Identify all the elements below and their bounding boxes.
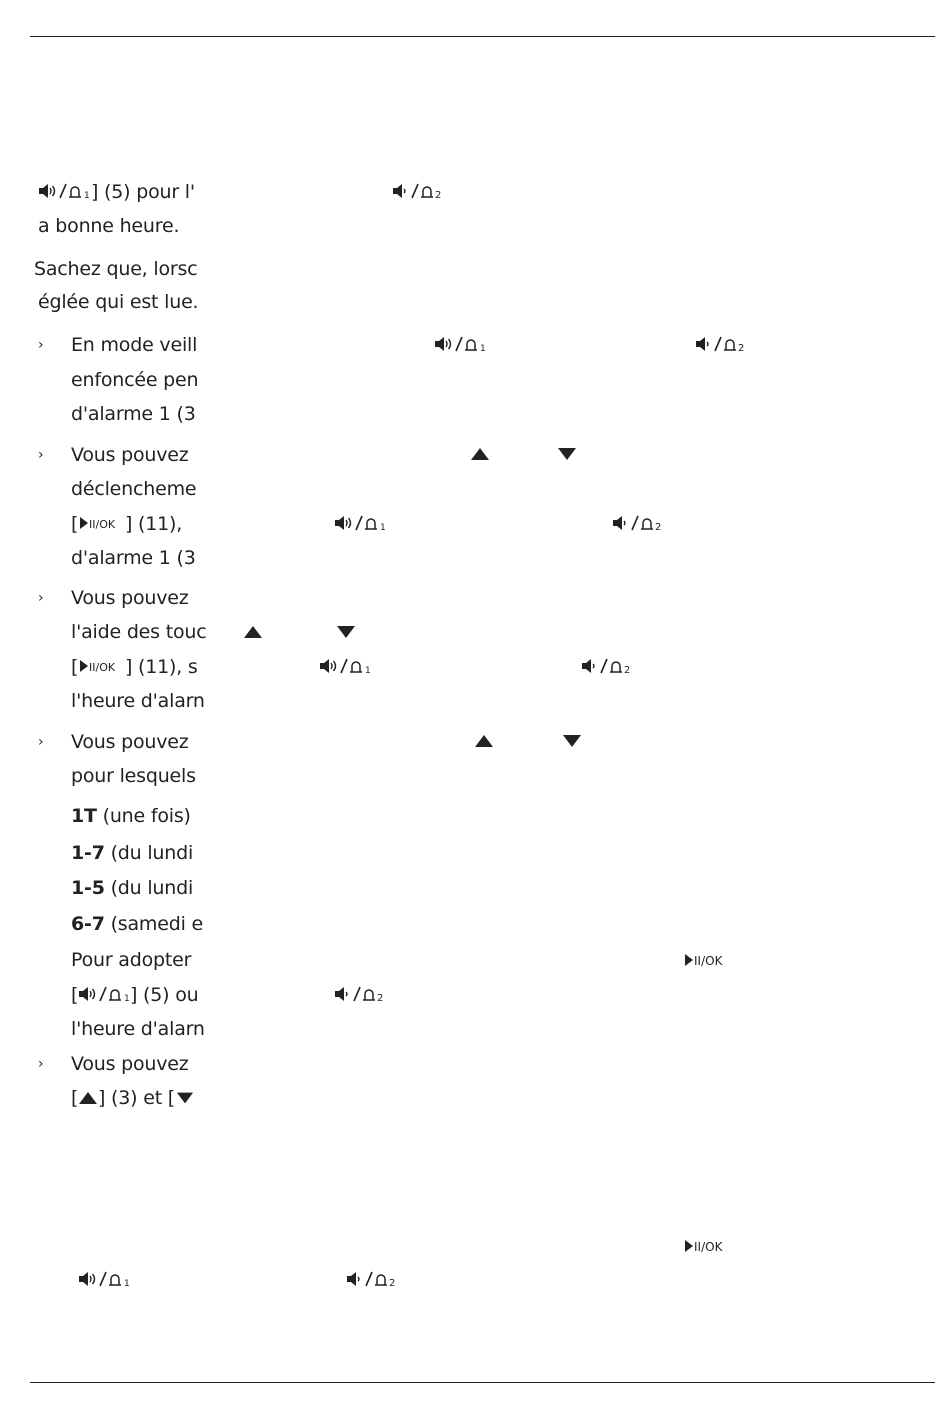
svg-text:II/OK: II/OK — [89, 661, 116, 674]
arrow-up-icon — [470, 444, 490, 464]
svg-text:2: 2 — [377, 993, 384, 1004]
option-key: 1-5 — [71, 877, 105, 899]
bullet: › — [38, 447, 44, 463]
text-line: déclencheme — [71, 478, 197, 500]
text-line: Pour adopter — [71, 949, 192, 971]
alarm1-volume-up-icon — [78, 984, 134, 1004]
option-line — [71, 842, 193, 864]
svg-text:2: 2 — [389, 1278, 396, 1289]
alarm2-volume-down-icon — [392, 181, 448, 201]
arrow-down-icon — [562, 731, 582, 751]
alarm1-volume-up-icon — [78, 1269, 134, 1289]
text-line: d'alarme 1 (3 — [71, 403, 196, 425]
alarm2-volume-down-icon — [346, 1269, 402, 1289]
text-line: l'heure d'alarn — [71, 690, 205, 712]
option-text: (une fois) — [96, 805, 191, 827]
arrow-down-icon — [336, 622, 356, 642]
svg-text:II/OK: II/OK — [694, 1240, 723, 1254]
bullet: › — [38, 1056, 44, 1072]
option-key: 1-7 — [71, 842, 105, 864]
option-text: (samedi e — [104, 913, 203, 935]
alarm2-volume-down-icon — [581, 656, 637, 676]
option-line — [71, 877, 193, 899]
alarm1-volume-up-icon — [38, 181, 94, 201]
alarm1-volume-up-icon — [319, 656, 375, 676]
svg-text:1: 1 — [124, 994, 130, 1004]
text-line: a bonne heure. — [38, 215, 180, 237]
option-text: (du lundi — [104, 842, 194, 864]
option-line — [71, 805, 191, 827]
arrow-down-icon — [176, 1088, 194, 1108]
text-line: Sachez que, lorsc — [34, 258, 198, 280]
play-pause-ok-icon — [683, 1236, 733, 1256]
svg-text:2: 2 — [738, 343, 745, 354]
play-pause-ok-icon — [78, 656, 128, 676]
alarm2-volume-down-icon — [612, 513, 668, 533]
play-pause-ok-icon — [78, 513, 128, 533]
text-line: ] (11), — [125, 513, 183, 535]
svg-text:1: 1 — [380, 523, 386, 533]
arrow-up-icon — [243, 622, 263, 642]
svg-text:1: 1 — [365, 666, 371, 676]
text-line: ] (3) et [ — [98, 1087, 175, 1109]
svg-text:II/OK: II/OK — [694, 954, 723, 968]
text-line: Vous pouvez — [71, 1053, 189, 1075]
svg-text:2: 2 — [655, 522, 662, 533]
text-line: pour lesquels — [71, 765, 196, 787]
option-key: 6-7 — [71, 913, 105, 935]
arrow-up-icon — [474, 731, 494, 751]
bullet: › — [38, 337, 44, 353]
text-line: ] (11), s — [125, 656, 198, 678]
svg-text:2: 2 — [435, 190, 442, 201]
play-pause-ok-icon — [683, 950, 733, 970]
svg-text:2: 2 — [624, 665, 631, 676]
text-line: [ — [71, 984, 79, 1006]
svg-text:II/OK: II/OK — [89, 518, 116, 531]
alarm1-volume-up-icon — [434, 334, 490, 354]
text-line: Vous pouvez — [71, 731, 189, 753]
text-line: ] (5) ou — [130, 984, 199, 1006]
text-line: l'aide des touc — [71, 621, 207, 643]
text-line: [ — [71, 513, 79, 535]
bullet: › — [38, 734, 44, 750]
text-line: Vous pouvez — [71, 587, 189, 609]
option-line — [71, 913, 203, 935]
bullet: › — [38, 590, 44, 606]
footer-rule — [30, 1382, 935, 1383]
text-line: ] (5) pour l' — [91, 181, 195, 203]
text-line: Vous pouvez — [71, 444, 189, 466]
alarm1-volume-up-icon — [334, 513, 390, 533]
svg-text:1: 1 — [124, 1279, 130, 1289]
option-text: (du lundi — [104, 877, 194, 899]
arrow-up-icon — [78, 1088, 98, 1108]
svg-text:1: 1 — [84, 191, 90, 201]
text-line: d'alarme 1 (3 — [71, 547, 196, 569]
arrow-down-icon — [557, 444, 577, 464]
text-line: églée qui est lue. — [38, 291, 199, 313]
text-line: [ — [71, 1087, 79, 1109]
text-line: [ — [71, 656, 79, 678]
alarm2-volume-down-icon — [695, 334, 751, 354]
text-line: enfoncée pen — [71, 369, 199, 391]
text-line: l'heure d'alarn — [71, 1018, 205, 1040]
text-line: En mode veill — [71, 334, 198, 356]
header-rule — [30, 36, 935, 37]
option-key: 1T — [71, 805, 97, 827]
svg-text:1: 1 — [480, 344, 486, 354]
alarm2-volume-down-icon — [334, 984, 390, 1004]
